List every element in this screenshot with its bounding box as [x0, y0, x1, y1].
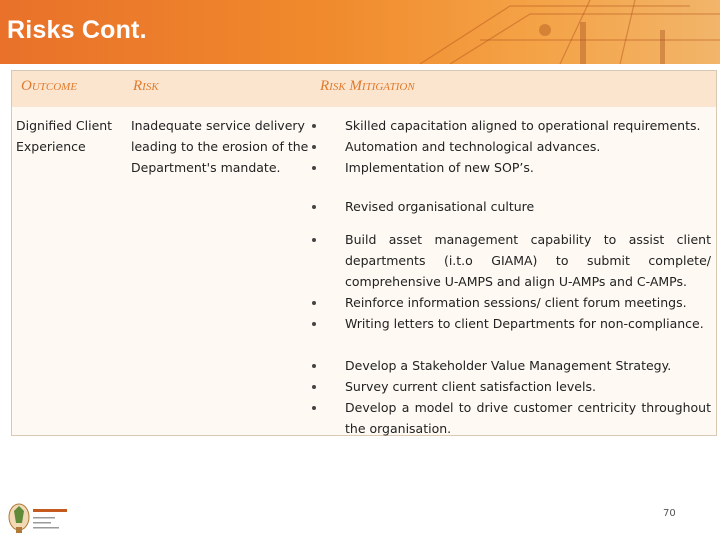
mitigation-text: Develop a Stakeholder Value Management Strategy.: [345, 358, 672, 373]
bullet-icon: [312, 301, 316, 305]
bullet-icon: [312, 124, 316, 128]
coat-of-arms-emblem: [5, 497, 77, 539]
mitigation-text: Develop a model to drive customer centricity throughout the organisation.: [345, 400, 711, 436]
header-band: [0, 0, 720, 64]
header-decoration: [360, 0, 720, 64]
mitigation-text: Skilled capacitation aligned to operational requirements.: [345, 118, 701, 133]
header-risk: Risk: [133, 78, 159, 94]
bullet-icon: [312, 364, 316, 368]
mitigation-text: Implementation of new SOP’s.: [345, 160, 534, 175]
outcome-cell: Dignified Client Experience: [16, 118, 113, 154]
bullet-icon: [312, 406, 316, 410]
bullet-icon: [312, 322, 316, 326]
header-risk-mitigation: Risk Mitigation: [320, 78, 415, 94]
mitigation-text: Reinforce information sessions/ client forum meetings.: [345, 295, 687, 310]
header-outcome: Outcome: [21, 78, 78, 94]
mitigation-text: Writing letters to client Departments for non-compliance.: [345, 316, 704, 331]
bullet-icon: [312, 205, 316, 209]
risk-cell: Inadequate service delivery leading to the erosion of the Department's mandate.: [131, 118, 309, 175]
mitigation-text: Automation and technological advances.: [345, 139, 601, 154]
mitigation-text: Survey current client satisfaction levels.: [345, 379, 596, 394]
page-number: 70: [663, 508, 676, 519]
bullet-icon: [312, 238, 316, 242]
slide-title: Risks Cont.: [7, 16, 147, 44]
mitigation-text: Build asset management capability to assist client departments (i.t.o GIAMA) to submit complete/ comprehensive U-AMPS and align U-AMPs and C-AMPs.: [345, 232, 711, 289]
bullet-icon: [312, 145, 316, 149]
bullet-icon: [312, 385, 316, 389]
mitigation-text: Revised organisational culture: [345, 199, 535, 214]
bullet-icon: [312, 166, 316, 170]
